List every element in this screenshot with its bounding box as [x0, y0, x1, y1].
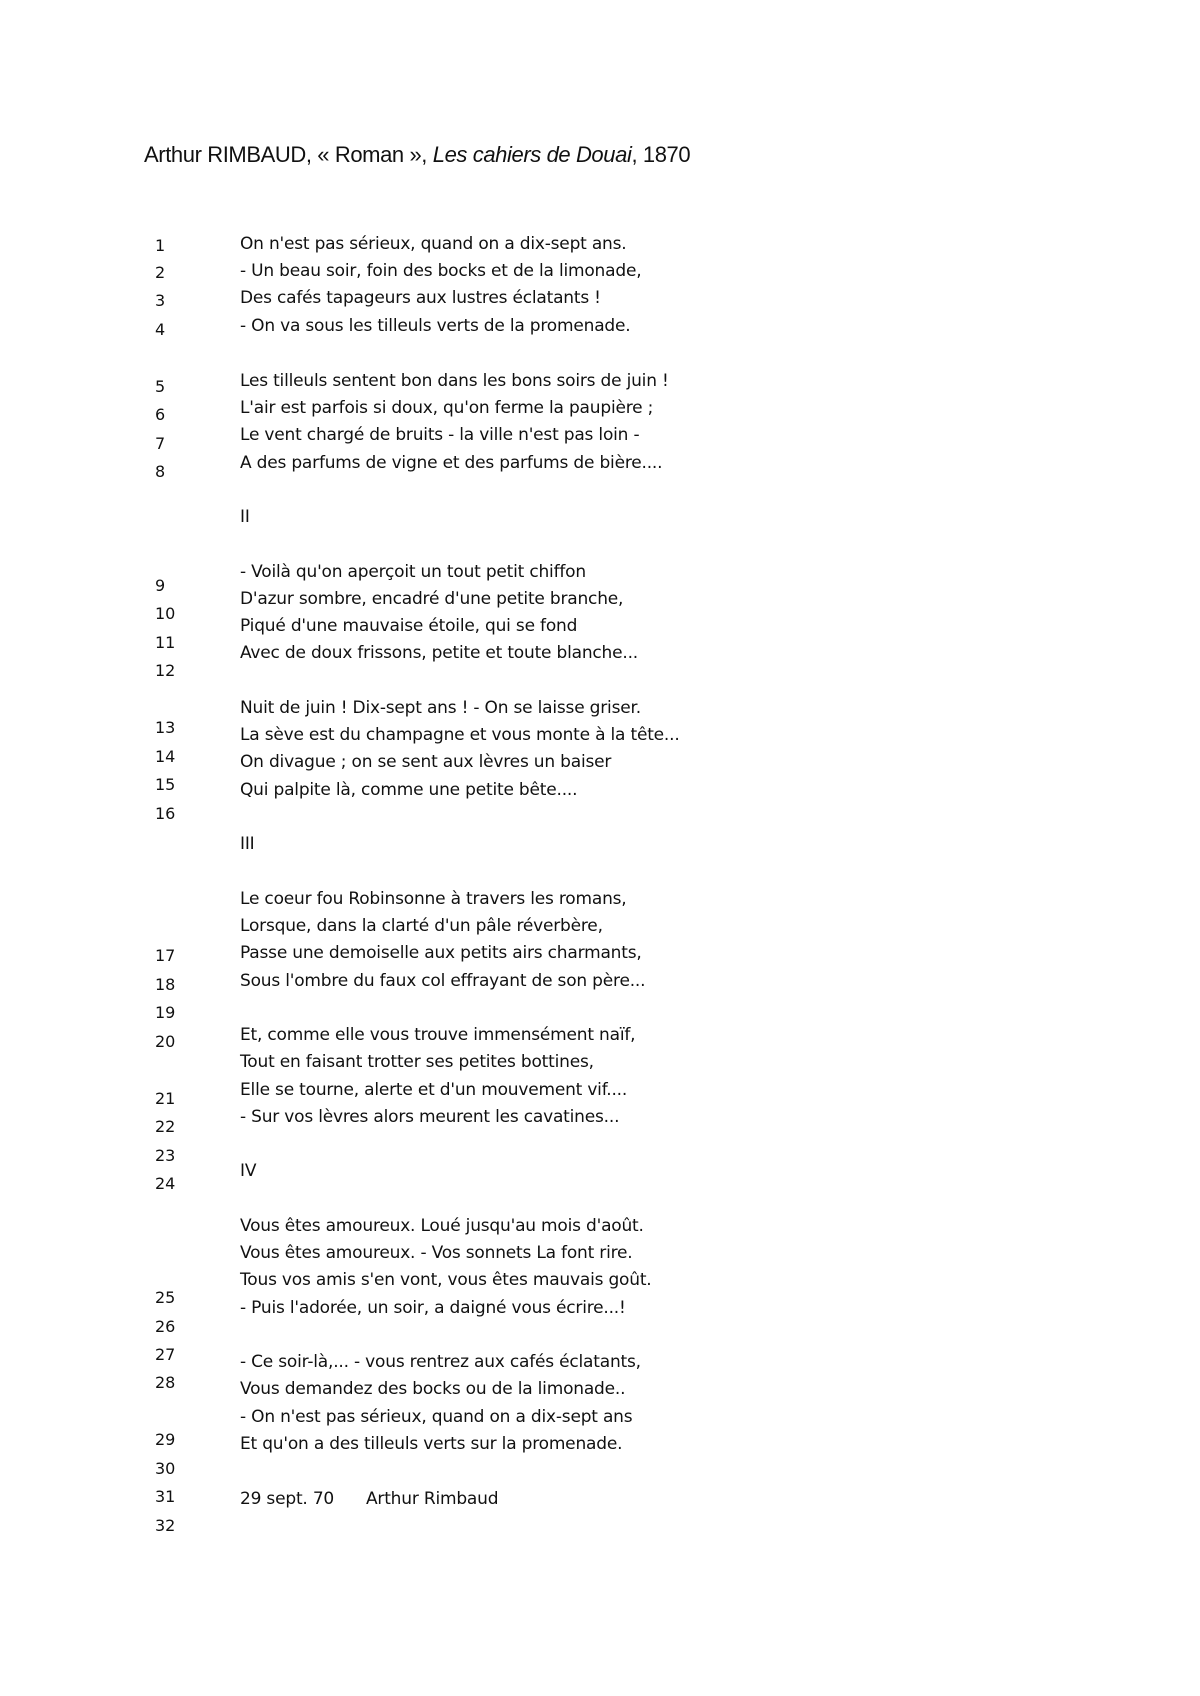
- verse-line: D'azur sombre, encadré d'une petite branche,: [240, 589, 624, 609]
- verse-line: Vous êtes amoureux. Loué jusqu'au mois d'août.: [240, 1216, 644, 1236]
- line-number: 20: [155, 1032, 176, 1051]
- line-number: 8: [155, 462, 166, 481]
- title-collection: Les cahiers de Douai: [432, 142, 632, 167]
- verse-line: - On va sous les tilleuls verts de la promenade.: [240, 316, 631, 336]
- line-number: 25: [155, 1288, 176, 1307]
- verse-line: On divague ; on se sent aux lèvres un baiser: [240, 752, 612, 772]
- verse-line: Le vent chargé de bruits - la ville n'est pas loin -: [240, 425, 640, 445]
- line-number: 18: [155, 975, 176, 994]
- verse-line: Des cafés tapageurs aux lustres éclatants !: [240, 288, 601, 308]
- line-number: 4: [155, 320, 166, 339]
- verse-line: Lorsque, dans la clarté d'un pâle réverbère,: [240, 916, 603, 936]
- verse-line: L'air est parfois si doux, qu'on ferme la paupière ;: [240, 398, 654, 418]
- verse-line: Tout en faisant trotter ses petites bottines,: [240, 1052, 594, 1072]
- verse-line: Piqué d'une mauvaise étoile, qui se fond: [240, 616, 578, 636]
- verse-line: Tous vos amis s'en vont, vous êtes mauvais goût.: [240, 1270, 652, 1290]
- title-year: , 1870: [631, 142, 691, 167]
- line-number: 11: [155, 633, 176, 652]
- section-heading: III: [240, 834, 255, 854]
- line-number: 12: [155, 661, 176, 680]
- line-number: 19: [155, 1003, 176, 1022]
- line-number: 13: [155, 718, 176, 737]
- verse-line: A des parfums de vigne et des parfums de bière....: [240, 453, 663, 473]
- title-author-poem: Arthur RIMBAUD, « Roman »,: [144, 142, 433, 167]
- verse-line: Passe une demoiselle aux petits airs charmants,: [240, 943, 642, 963]
- signature-date: 29 sept. 70: [240, 1489, 335, 1509]
- verse-line: La sève est du champagne et vous monte à la tête...: [240, 725, 680, 745]
- verse-line: Les tilleuls sentent bon dans les bons soirs de juin !: [240, 371, 669, 391]
- line-number: 23: [155, 1146, 176, 1165]
- verse-line: Elle se tourne, alerte et d'un mouvement vif....: [240, 1080, 628, 1100]
- line-number: 2: [155, 263, 166, 282]
- verse-line: - Sur vos lèvres alors meurent les cavatines...: [240, 1107, 620, 1127]
- line-number: 30: [155, 1459, 176, 1478]
- section-heading: II: [240, 507, 250, 527]
- line-number: 27: [155, 1345, 176, 1364]
- signature-author: Arthur Rimbaud: [366, 1489, 499, 1509]
- verse-line: Le coeur fou Robinsonne à travers les romans,: [240, 889, 627, 909]
- verse-line: Qui palpite là, comme une petite bête....: [240, 780, 578, 800]
- line-number: 10: [155, 604, 176, 623]
- verse-line: - Ce soir-là,... - vous rentrez aux cafés éclatants,: [240, 1352, 641, 1372]
- verse-line: - On n'est pas sérieux, quand on a dix-sept ans: [240, 1407, 633, 1427]
- line-number: 21: [155, 1089, 176, 1108]
- verse-line: Vous êtes amoureux. - Vos sonnets La font rire.: [240, 1243, 633, 1263]
- verse-line: On n'est pas sérieux, quand on a dix-sept ans.: [240, 234, 627, 254]
- verse-line: - Voilà qu'on aperçoit un tout petit chiffon: [240, 562, 586, 582]
- verse-line: Vous demandez des bocks ou de la limonade..: [240, 1379, 626, 1399]
- line-number: 24: [155, 1174, 176, 1193]
- verse-line: Sous l'ombre du faux col effrayant de son père...: [240, 971, 646, 991]
- line-number: 26: [155, 1317, 176, 1336]
- line-number: 7: [155, 434, 166, 453]
- line-number: 6: [155, 405, 166, 424]
- line-number: 22: [155, 1117, 176, 1136]
- line-number: 3: [155, 291, 166, 310]
- line-number: 15: [155, 775, 176, 794]
- verse-line: Avec de doux frissons, petite et toute blanche...: [240, 643, 639, 663]
- verse-line: Et qu'on a des tilleuls verts sur la promenade.: [240, 1434, 623, 1454]
- line-number: 14: [155, 747, 176, 766]
- line-number: 31: [155, 1487, 176, 1506]
- line-number: 16: [155, 804, 176, 823]
- verse-line: - Un beau soir, foin des bocks et de la limonade,: [240, 261, 642, 281]
- verse-line: - Puis l'adorée, un soir, a daigné vous écrire...!: [240, 1298, 626, 1318]
- document-title: [144, 142, 690, 168]
- line-number: 29: [155, 1430, 176, 1449]
- line-number: 32: [155, 1516, 176, 1535]
- verse-line: Nuit de juin ! Dix-sept ans ! - On se laisse griser.: [240, 698, 641, 718]
- section-heading: IV: [240, 1161, 257, 1181]
- verse-line: Et, comme elle vous trouve immensément naïf,: [240, 1025, 636, 1045]
- line-number: 28: [155, 1373, 176, 1392]
- line-number: 1: [155, 236, 166, 255]
- line-number: 17: [155, 946, 176, 965]
- line-number: 5: [155, 377, 166, 396]
- line-number: 9: [155, 576, 166, 595]
